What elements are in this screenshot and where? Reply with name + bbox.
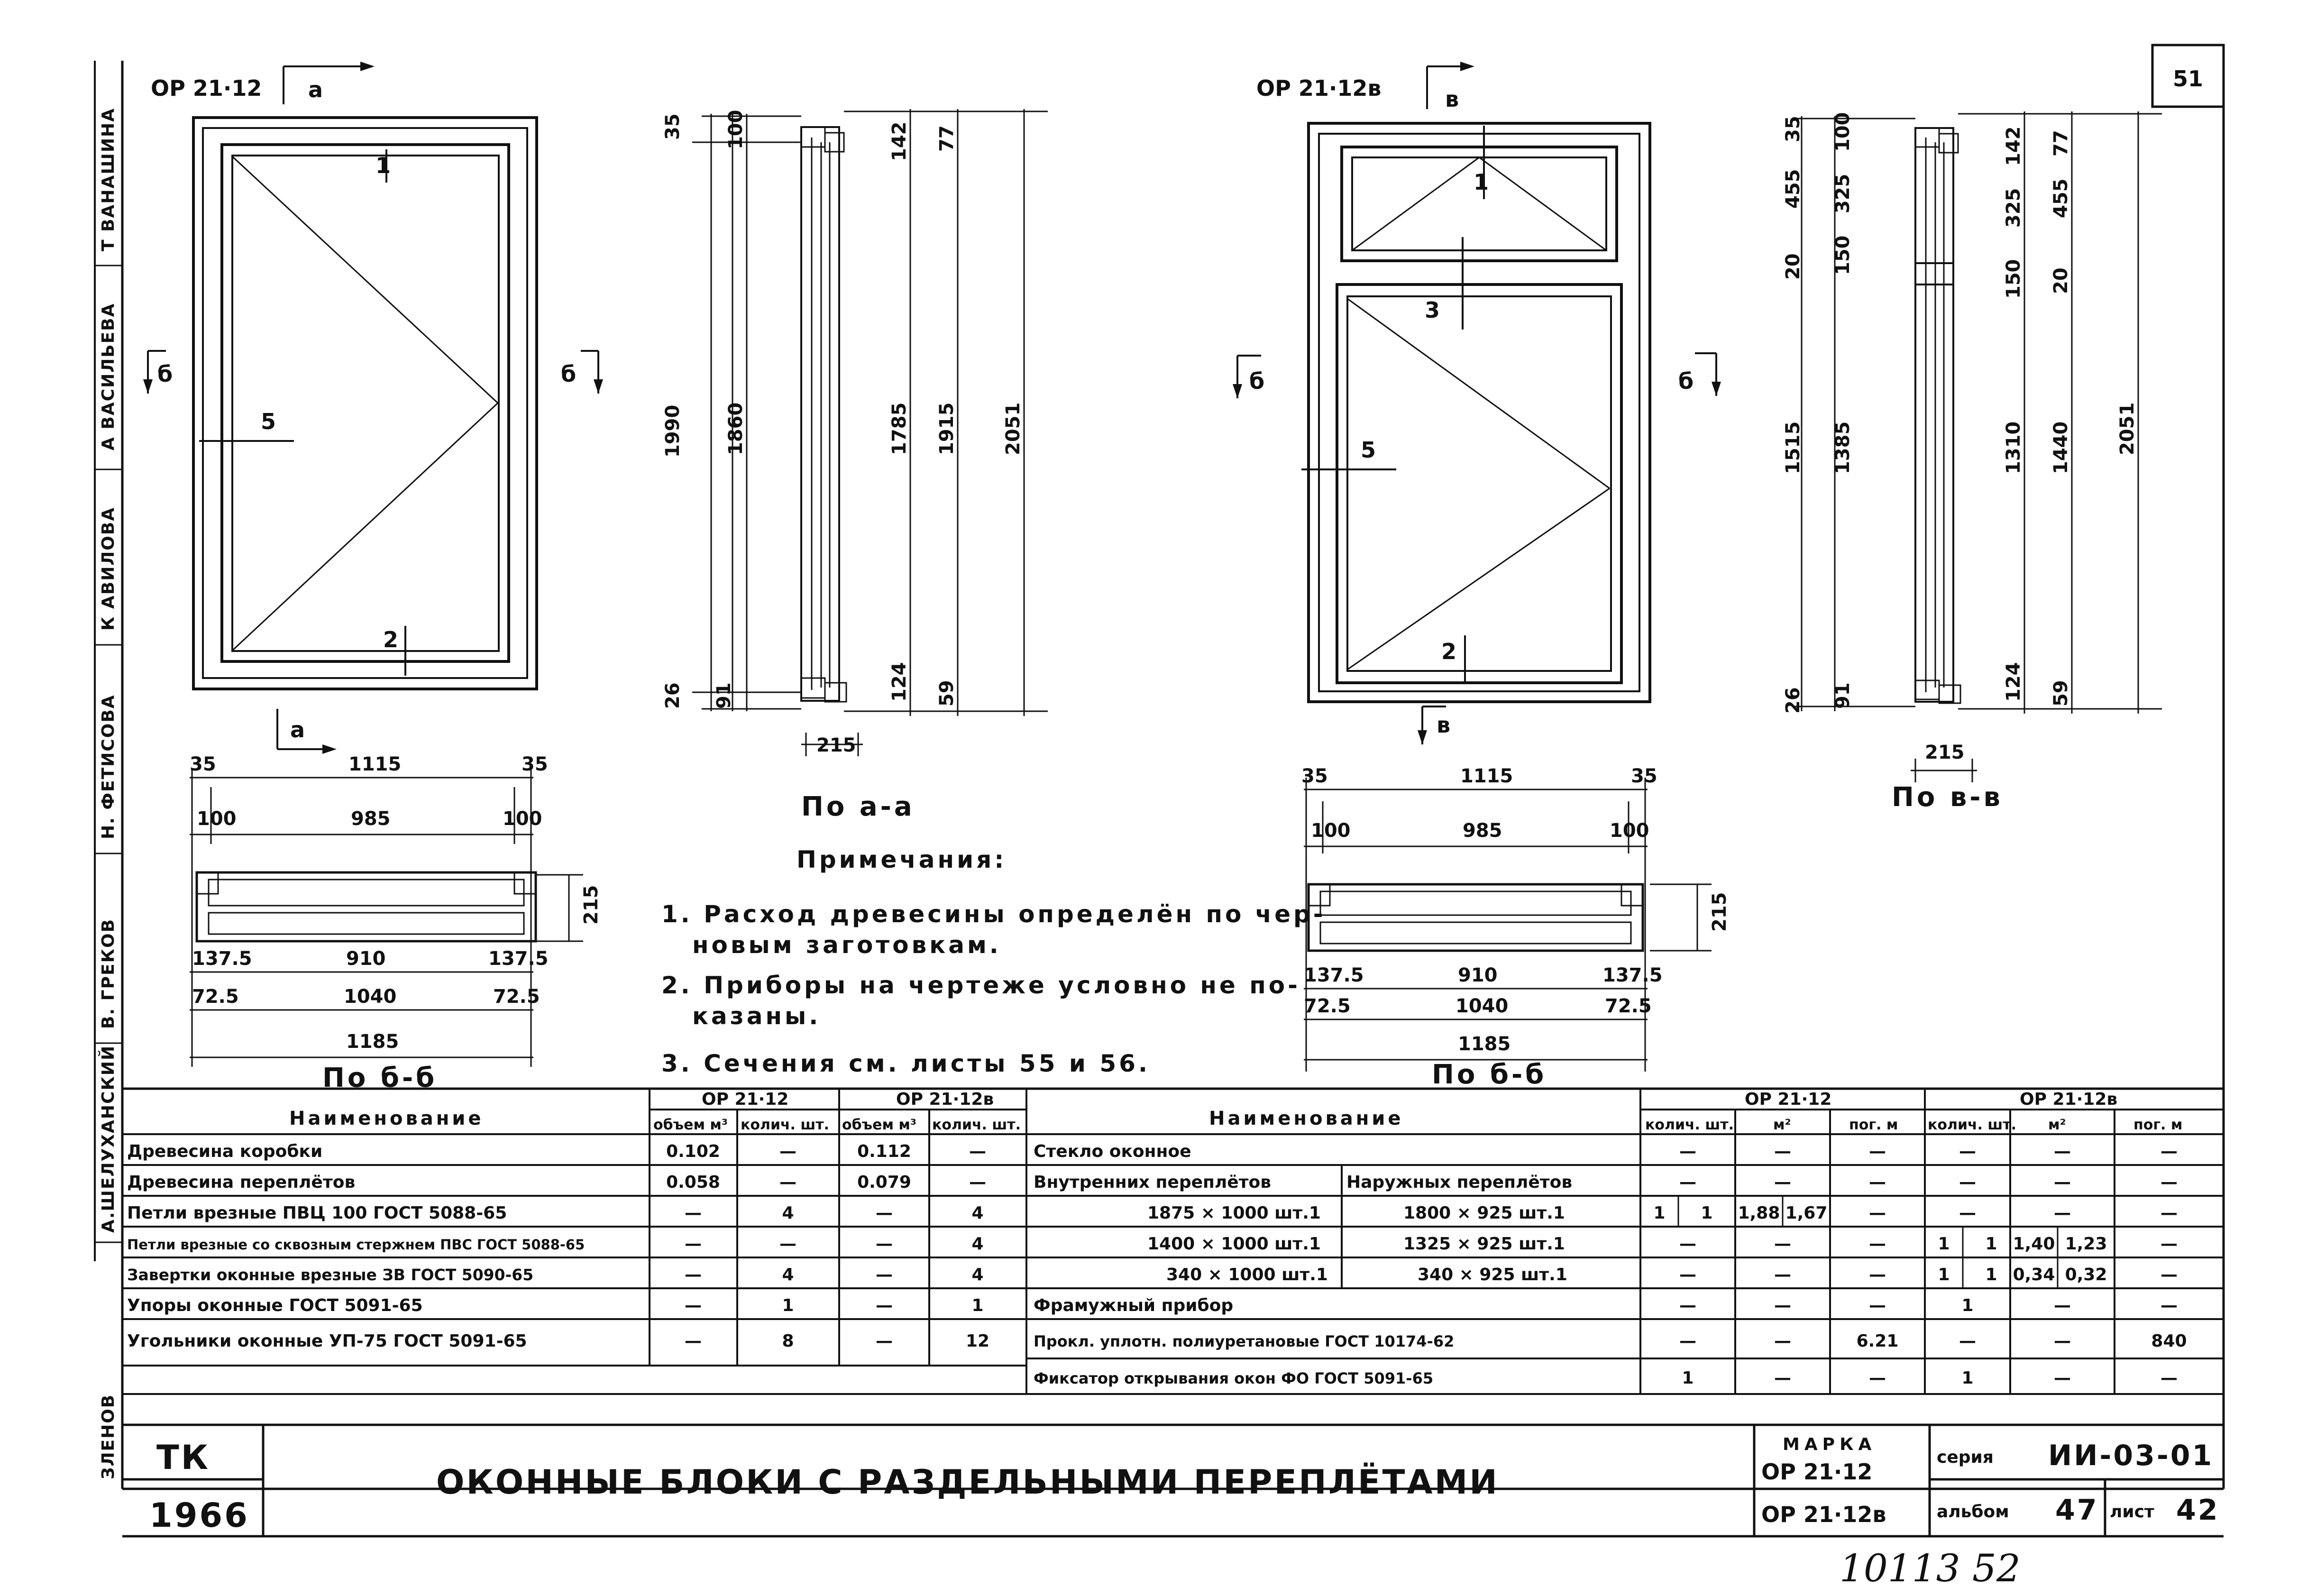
album-label: альбом [1937, 1502, 2009, 1522]
cell: 8 [782, 1331, 794, 1351]
dim: 100 [725, 110, 747, 149]
notes-block [661, 846, 1326, 1077]
row-name: Угольники оконные УП-75 ГОСТ 5091-65 [127, 1331, 527, 1351]
note-line: новым заготовкам. [692, 931, 1001, 959]
glass-size: 1800 × 925 шт.1 [1403, 1203, 1565, 1223]
dash: — [2161, 1142, 2178, 1161]
cell: 0.112 [857, 1142, 911, 1161]
dim: 325 [1832, 174, 1854, 213]
cut-b-right: б [1678, 368, 1694, 394]
row-name: Петли врезные со сквозным стержнем ПВС ГОСТ 5088-65 [127, 1237, 585, 1253]
dash: — [1959, 1173, 1976, 1192]
dim: 100 [197, 808, 237, 830]
hand-note: 10113 52 [1840, 1546, 2021, 1590]
dim: 137.5 [192, 948, 252, 970]
cell: — [685, 1296, 702, 1315]
cell: — [969, 1173, 986, 1192]
dim: 124 [888, 662, 910, 702]
cell: — [1774, 1296, 1791, 1315]
cell: — [779, 1173, 796, 1192]
dim: 137.5 [1602, 964, 1663, 986]
dim: 77 [936, 125, 958, 152]
cell: — [685, 1234, 702, 1254]
dim: 985 [351, 808, 391, 830]
sub-header: колич. шт. [1928, 1117, 2017, 1133]
dim: 455 [1782, 169, 1804, 209]
cell: — [2161, 1296, 2178, 1315]
dim: 91 [713, 682, 735, 709]
cell: 1 [1938, 1265, 1950, 1284]
row-name: Завертки оконные врезные ЗВ ГОСТ 5090-65 [127, 1266, 534, 1284]
dim: 1310 [2003, 421, 2024, 474]
stamp-name: ЗЛЕНОВ [99, 1394, 118, 1479]
dim: 72.5 [493, 986, 540, 1008]
dim: 77 [2050, 130, 2072, 156]
dash: — [2054, 1142, 2071, 1161]
glass-size: 340 × 1000 шт.1 [1166, 1265, 1328, 1284]
sub-header: пог. м [1849, 1117, 1898, 1133]
section-v-width: 215 [1925, 742, 1965, 763]
stamp-name: В. ГРЕКОВ [99, 918, 118, 1029]
year: 1966 [149, 1496, 249, 1535]
cell: 0,32 [2065, 1265, 2107, 1284]
cut-v-label-bottom: в [1437, 712, 1451, 738]
callout-5: 5 [261, 409, 276, 434]
dim: 1860 [725, 402, 747, 455]
cell: — [2054, 1331, 2071, 1351]
sheet-number-box [2152, 45, 2224, 107]
cell: — [1774, 1331, 1791, 1351]
cell: 0.079 [857, 1173, 911, 1192]
cell: 1 [1653, 1203, 1666, 1223]
right-window-elevation [1233, 62, 1721, 744]
dash: — [2054, 1173, 2071, 1192]
callout-2: 2 [1441, 639, 1457, 664]
cell: — [2161, 1368, 2178, 1388]
group-header: ОР 21·12в [2020, 1090, 2118, 1109]
cell: 1 [1961, 1296, 1974, 1315]
dim: 91 [1832, 682, 1854, 709]
cell: — [2054, 1296, 2071, 1315]
cell: 1 [971, 1296, 984, 1315]
cell: 1,40 [2013, 1234, 2055, 1254]
note-line: 2. Приборы на чертеже условно не по- [661, 972, 1300, 999]
cell: — [1869, 1234, 1886, 1254]
group-header: ОР 21·12в [896, 1090, 994, 1109]
marka-1: ОР 21·12 [1761, 1459, 1873, 1485]
cell: 840 [2151, 1331, 2187, 1351]
cell: — [2054, 1368, 2071, 1388]
dim: 1185 [1458, 1033, 1511, 1055]
cut-a-label: а [308, 77, 323, 102]
cell: — [1679, 1265, 1696, 1284]
cut-b-left: б [157, 361, 173, 387]
name-header: Наименование [1209, 1108, 1404, 1129]
glass-size: 1400 × 1000 шт.1 [1147, 1234, 1321, 1254]
cell: — [1869, 1203, 1886, 1223]
left-section-a [662, 109, 1048, 822]
inner-label: Внутренних переплётов [1034, 1173, 1272, 1192]
cell: 0.058 [666, 1173, 720, 1192]
dim: 26 [662, 682, 684, 709]
dim: 20 [1782, 253, 1804, 280]
row-name: Древесина переплётов [127, 1173, 356, 1192]
cell: — [2161, 1203, 2178, 1223]
stamp-name: Н. ФЕТИСОВА [99, 694, 118, 839]
dim: 72.5 [192, 986, 239, 1008]
dim: 1115 [348, 753, 402, 775]
dash: — [1869, 1173, 1886, 1192]
dim: 142 [888, 121, 910, 161]
cell: — [1869, 1265, 1886, 1284]
cut-v-label: в [1445, 86, 1459, 112]
dim: 1040 [1456, 995, 1509, 1017]
dash: — [1959, 1142, 1976, 1161]
cell: 12 [965, 1331, 990, 1351]
album: 47 [2055, 1494, 2099, 1527]
cell: 1 [1701, 1203, 1713, 1223]
dim: 215 [1709, 892, 1730, 932]
marka-label: МАРКА [1783, 1435, 1877, 1454]
dim: 985 [1463, 820, 1502, 842]
dim: 72.5 [1605, 995, 1652, 1017]
cut-a-label-bottom: а [290, 717, 305, 743]
glass-size: 1875 × 1000 шт.1 [1147, 1203, 1321, 1223]
cell: — [1959, 1203, 1976, 1223]
stamp-name: А.ШЕЛУХАНСКИЙ [99, 1045, 118, 1233]
dim: 59 [936, 680, 958, 706]
name-header: Наименование [289, 1108, 484, 1129]
sub-header: объем м³ [842, 1117, 917, 1133]
sheet-number: 51 [2172, 66, 2204, 92]
dim: 1040 [344, 986, 397, 1008]
row-name: Древесина коробки [127, 1142, 323, 1161]
dim: 910 [1458, 964, 1498, 986]
cell: — [1869, 1296, 1886, 1315]
dash: — [2161, 1173, 2178, 1192]
dim: 2051 [2116, 402, 2138, 455]
cell: — [685, 1331, 702, 1351]
row-name: Фрамужный прибор [1034, 1296, 1234, 1315]
dim: 1115 [1460, 765, 1513, 787]
dim: 100 [1311, 820, 1351, 842]
dim: 35 [1782, 116, 1804, 142]
dim: 325 [2003, 188, 2024, 228]
glass-size: 1325 × 925 шт.1 [1403, 1234, 1565, 1254]
sub-header: колич. шт. [1645, 1117, 1734, 1133]
notes-title: Примечания: [796, 846, 1007, 873]
section-a-caption: По а-а [801, 791, 915, 822]
cell: 1 [1985, 1265, 1997, 1284]
group-header: ОР 21·12 [1745, 1090, 1832, 1109]
dim: 35 [662, 113, 684, 140]
cell: — [1774, 1368, 1791, 1388]
sub-header: колич. шт. [932, 1117, 1021, 1133]
marka-2: ОР 21·12в [1761, 1502, 1886, 1527]
dash: — [1774, 1173, 1791, 1192]
cell: 1 [1938, 1234, 1950, 1254]
title-block-text [149, 1435, 2220, 1535]
cell: — [2161, 1265, 2178, 1284]
dash: — [1869, 1142, 1886, 1161]
stamp-name: К АВИЛОВА [99, 506, 118, 631]
cell: — [876, 1265, 893, 1284]
note-line: 1. Расход древесины определён по чер- [661, 900, 1326, 928]
cell: 4 [971, 1265, 984, 1284]
cell: — [1774, 1265, 1791, 1284]
callout-5: 5 [1361, 437, 1376, 463]
cell: — [685, 1203, 702, 1223]
dim: 1385 [1832, 421, 1854, 474]
sub-header: пог. м [2133, 1117, 2183, 1133]
dim: 35 [1631, 765, 1657, 787]
dash: — [1679, 1173, 1696, 1192]
cell: — [876, 1296, 893, 1315]
dim: 910 [346, 948, 386, 970]
stamp-name: А ВАСИЛЬЕВА [99, 303, 118, 450]
dim: 100 [1832, 112, 1854, 152]
cell: 1 [1682, 1368, 1694, 1388]
cell: 1 [1961, 1368, 1974, 1388]
stamp-name: Т ВАНАШИНА [99, 108, 118, 251]
callout-1: 1 [1474, 169, 1489, 195]
drawing-title: ОКОННЫЕ БЛОКИ С РАЗДЕЛЬНЫМИ ПЕРЕПЛЁТАМИ [436, 1463, 1499, 1502]
cell: — [1959, 1331, 1976, 1351]
cell: 1 [782, 1296, 794, 1315]
dim: 35 [522, 753, 548, 775]
dim: 100 [1610, 820, 1649, 842]
cell: 4 [782, 1203, 794, 1223]
cell: — [876, 1234, 893, 1254]
dim: 35 [1301, 765, 1328, 787]
right-section-v [1782, 111, 2162, 813]
cell: — [876, 1331, 893, 1351]
section-a-width: 215 [816, 734, 856, 756]
note-line: 3. Сечения см. листы 55 и 56. [661, 1050, 1150, 1077]
cell: — [2161, 1234, 2178, 1254]
left-window-elevation [143, 62, 603, 754]
cell: 1,67 [1785, 1203, 1828, 1223]
dim: 1440 [2050, 421, 2072, 474]
glass-header: Стекло оконное [1034, 1142, 1191, 1161]
dim: 100 [503, 808, 542, 830]
dash: — [1774, 1142, 1791, 1161]
left-plan-section [190, 753, 602, 1093]
dim: 124 [2003, 662, 2024, 702]
list: 42 [2176, 1494, 2220, 1527]
sub-header: колич. шт. [741, 1117, 830, 1133]
dim: 137.5 [1304, 964, 1364, 986]
callout-2: 2 [383, 627, 399, 652]
cell: 4 [971, 1203, 984, 1223]
cell: 1,23 [2065, 1234, 2107, 1254]
seria-label: серия [1937, 1448, 1994, 1467]
dim: 1990 [662, 404, 684, 458]
cut-b-right: б [561, 361, 577, 387]
cell: — [1679, 1234, 1696, 1254]
right-window-mark: ОР 21·12в [1256, 75, 1382, 101]
cell: 6.21 [1856, 1331, 1899, 1351]
callout-3: 3 [1425, 297, 1440, 323]
seria: ИИ-03-01 [2048, 1439, 2214, 1472]
dim: 455 [2050, 178, 2072, 218]
list-label: лист [2110, 1502, 2154, 1522]
cell: 0.102 [666, 1142, 720, 1161]
cell: — [779, 1234, 796, 1254]
section-b-caption: По б-б [322, 1063, 438, 1093]
dim: 35 [190, 753, 216, 775]
dim: 59 [2050, 680, 2072, 706]
outer-label: Наружных переплётов [1346, 1173, 1573, 1192]
dim: 215 [580, 885, 602, 925]
cell: — [1679, 1331, 1696, 1351]
dim: 2051 [1002, 402, 1024, 455]
sub-header: м² [2048, 1117, 2066, 1133]
row-name: Прокл. уплотн. полиуретановые ГОСТ 10174-62 [1034, 1332, 1455, 1350]
tk-label: ТК [156, 1438, 210, 1477]
left-window-mark: ОР 21·12 [151, 75, 262, 101]
side-stamp [95, 61, 122, 1479]
dim: 1515 [1782, 421, 1804, 474]
cell: — [1679, 1296, 1696, 1315]
sub-header: м² [1773, 1117, 1791, 1133]
dim: 1785 [888, 402, 910, 455]
callout-1: 1 [375, 153, 391, 178]
cell: — [969, 1142, 986, 1161]
cell: 1 [1985, 1234, 1997, 1254]
dim: 20 [2050, 267, 2072, 294]
group-header: ОР 21·12 [702, 1090, 789, 1109]
cell: — [1774, 1234, 1791, 1254]
note-line: казаны. [692, 1002, 821, 1030]
cell: — [1869, 1368, 1886, 1388]
dim: 72.5 [1304, 995, 1351, 1017]
row-name: Петли врезные ПВЦ 100 ГОСТ 5088-65 [127, 1203, 507, 1223]
dim: 26 [1782, 687, 1804, 714]
row-name: Упоры оконные ГОСТ 5091-65 [127, 1296, 423, 1315]
cell: 4 [971, 1234, 984, 1254]
left-spec-table-text [127, 1090, 1021, 1351]
dim: 142 [2003, 126, 2024, 166]
section-b-caption: По б-б [1432, 1059, 1547, 1090]
cell: — [685, 1265, 702, 1284]
cell: 1,88 [1738, 1203, 1780, 1223]
dim: 137.5 [488, 948, 549, 970]
sub-header: объем м³ [653, 1117, 728, 1133]
cell: — [876, 1203, 893, 1223]
dim: 1185 [346, 1031, 399, 1053]
row-name: Фиксатор открывания окон ФО ГОСТ 5091-65 [1034, 1369, 1434, 1387]
dash: — [1679, 1142, 1696, 1161]
dim: 1915 [936, 402, 958, 455]
cell: 0,34 [2013, 1265, 2055, 1284]
glass-size: 340 × 925 шт.1 [1418, 1265, 1567, 1284]
right-plan-section [1301, 765, 1730, 1090]
section-v-caption: По в-в [1892, 782, 2003, 813]
cut-b-left: б [1249, 368, 1265, 394]
dim: 150 [2003, 259, 2024, 299]
cell: 4 [782, 1265, 794, 1284]
cell: — [779, 1142, 796, 1161]
cell: — [2054, 1203, 2071, 1223]
dim: 150 [1832, 235, 1854, 275]
